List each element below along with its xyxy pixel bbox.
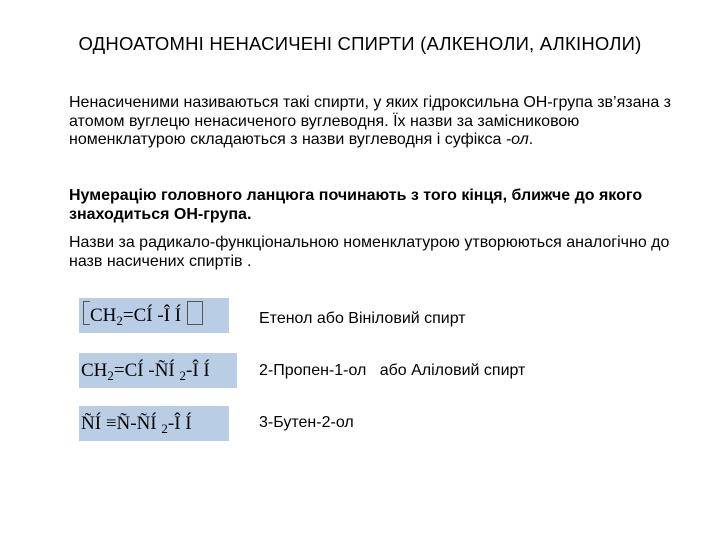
definition-end: . [528, 131, 534, 148]
formula-part: ÑÍ [81, 413, 106, 434]
suffix-text: -ол [505, 131, 529, 148]
butenol-formula [79, 406, 229, 441]
formula-part: -Î Í [186, 360, 210, 381]
formula-subscript: 2 [107, 368, 114, 383]
formula-part: ≡Ñ-ÑÍ [105, 413, 162, 434]
formula-subscript: 2 [116, 313, 123, 328]
formula-subscript: 2 [161, 421, 168, 436]
formula-part: =CÍ -ÑÍ [113, 360, 180, 381]
propenol-name: 2-Пропен-1-ол або Аліловий спирт [259, 362, 526, 379]
formula-part: CH [90, 305, 117, 326]
formula-part: =CÍ -Î Í [122, 305, 182, 326]
formula-part: CH [81, 360, 108, 381]
definition-paragraph [69, 94, 689, 150]
numbering-rule-paragraph: Нумерацію головного ланцюга починають з того кінця, ближче до якого знаходиться ОН-група. [69, 187, 643, 223]
ethenol-name: Етенол або Вініловий спирт [259, 310, 466, 327]
box-glyph [187, 301, 203, 325]
ethenol-formula [79, 298, 229, 333]
formula-part: -Î Í [167, 413, 192, 434]
slide-title: ОДНОАТОМНІ НЕНАСИЧЕНІ СПИРТИ (АЛКЕНОЛИ, АЛКІНОЛИ) [78, 33, 642, 54]
formula-subscript: 2 [179, 368, 186, 383]
definition-text: Ненасиченими називаються такі спирти, у яких гідроксильна ОН-група зв’язана з атомом вуглецю ненасиченого вуглеводня. Їх назви за замісниковою номенклатурою складаються з назви вуглеводня і суфікса [69, 94, 672, 148]
radical-nomenclature-paragraph: Назви за радикало-функціональною номенклатурою утворюються аналогічно до назв насичених спиртів . [69, 234, 670, 270]
bracket-glyph [83, 301, 90, 325]
propenol-formula [79, 353, 237, 388]
butenol-name: 3-Бутен-2-ол [259, 414, 354, 431]
